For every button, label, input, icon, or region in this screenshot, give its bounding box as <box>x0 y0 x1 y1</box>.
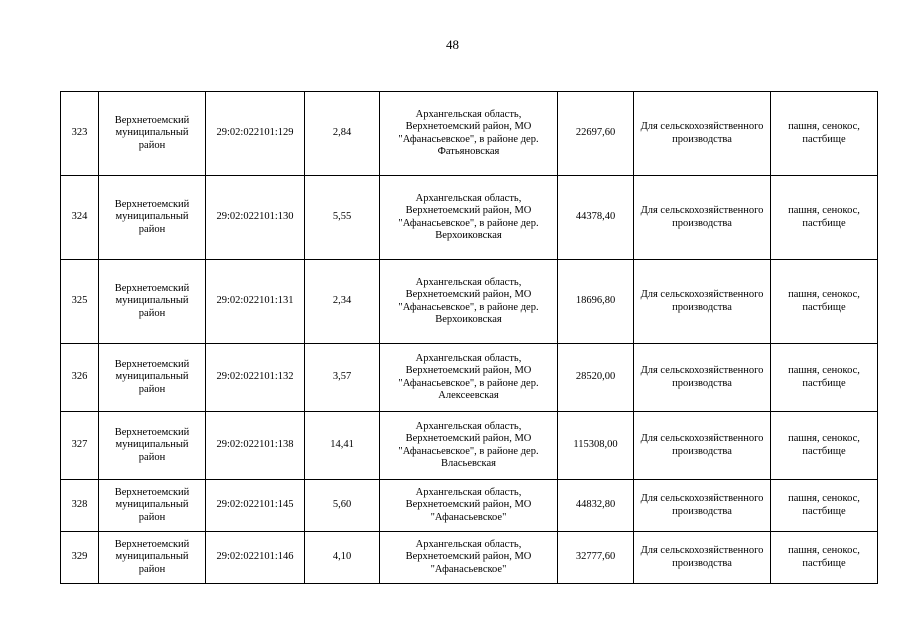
cadastral-number-cell: 29:02:022101:130 <box>206 176 305 260</box>
address-cell: Архангельская область, Верхнетоемский район, МО "Афанасьевское", в районе дер. Верхоиковская <box>380 260 558 344</box>
address-cell: Архангельская область, Верхнетоемский район, МО "Афанасьевское", в районе дер. Власьевская <box>380 412 558 480</box>
district-cell: Верхнетоемский муниципальный район <box>99 412 206 480</box>
cadastral-number-cell: 29:02:022101:146 <box>206 532 305 584</box>
address-cell: Архангельская область, Верхнетоемский район, МО "Афанасьевское", в районе дер. Алексеевская <box>380 344 558 412</box>
table-row <box>61 412 878 480</box>
land-plots-table <box>60 91 878 584</box>
area-cell: 4,10 <box>305 532 380 584</box>
area-cell: 5,55 <box>305 176 380 260</box>
cadastral-value-cell: 18696,80 <box>558 260 634 344</box>
purpose-cell: Для сельскохозяйственного производства <box>634 260 771 344</box>
purpose-cell: Для сельскохозяйственного производства <box>634 176 771 260</box>
cadastral-value-cell: 115308,00 <box>558 412 634 480</box>
land-use-cell: пашня, сенокос, пастбище <box>771 344 878 412</box>
purpose-cell: Для сельскохозяйственного производства <box>634 480 771 532</box>
land-use-cell: пашня, сенокос, пастбище <box>771 176 878 260</box>
district-cell: Верхнетоемский муниципальный район <box>99 532 206 584</box>
district-cell: Верхнетоемский муниципальный район <box>99 92 206 176</box>
page-number: 48 <box>446 37 459 52</box>
cadastral-number-cell: 29:02:022101:132 <box>206 344 305 412</box>
row-number: 326 <box>61 344 99 412</box>
area-cell: 3,57 <box>305 344 380 412</box>
area-cell: 14,41 <box>305 412 380 480</box>
area-cell: 2,84 <box>305 92 380 176</box>
address-cell: Архангельская область, Верхнетоемский район, МО "Афанасьевское", в районе дер. Фатьяновская <box>380 92 558 176</box>
area-cell: 2,34 <box>305 260 380 344</box>
land-use-cell: пашня, сенокос, пастбище <box>771 480 878 532</box>
table-row <box>61 344 878 412</box>
cadastral-value-cell: 44378,40 <box>558 176 634 260</box>
cadastral-value-cell: 44832,80 <box>558 480 634 532</box>
cadastral-number-cell: 29:02:022101:145 <box>206 480 305 532</box>
table-row <box>61 176 878 260</box>
row-number: 325 <box>61 260 99 344</box>
purpose-cell: Для сельскохозяйственного производства <box>634 412 771 480</box>
district-cell: Верхнетоемский муниципальный район <box>99 480 206 532</box>
cadastral-number-cell: 29:02:022101:131 <box>206 260 305 344</box>
cadastral-value-cell: 32777,60 <box>558 532 634 584</box>
land-use-cell: пашня, сенокос, пастбище <box>771 412 878 480</box>
land-use-cell: пашня, сенокос, пастбище <box>771 260 878 344</box>
address-cell: Архангельская область, Верхнетоемский район, МО "Афанасьевское" <box>380 532 558 584</box>
district-cell: Верхнетоемский муниципальный район <box>99 344 206 412</box>
row-number: 323 <box>61 92 99 176</box>
table-row <box>61 532 878 584</box>
district-cell: Верхнетоемский муниципальный район <box>99 260 206 344</box>
cadastral-value-cell: 28520,00 <box>558 344 634 412</box>
address-cell: Архангельская область, Верхнетоемский район, МО "Афанасьевское" <box>380 480 558 532</box>
row-number: 324 <box>61 176 99 260</box>
land-use-cell: пашня, сенокос, пастбище <box>771 532 878 584</box>
cadastral-number-cell: 29:02:022101:129 <box>206 92 305 176</box>
land-use-cell: пашня, сенокос, пастбище <box>771 92 878 176</box>
purpose-cell: Для сельскохозяйственного производства <box>634 532 771 584</box>
purpose-cell: Для сельскохозяйственного производства <box>634 92 771 176</box>
table-row <box>61 260 878 344</box>
purpose-cell: Для сельскохозяйственного производства <box>634 344 771 412</box>
table-row <box>61 92 878 176</box>
address-cell: Архангельская область, Верхнетоемский район, МО "Афанасьевское", в районе дер. Верхоиковская <box>380 176 558 260</box>
row-number: 328 <box>61 480 99 532</box>
cadastral-number-cell: 29:02:022101:138 <box>206 412 305 480</box>
cadastral-value-cell: 22697,60 <box>558 92 634 176</box>
table-row <box>61 480 878 532</box>
district-cell: Верхнетоемский муниципальный район <box>99 176 206 260</box>
row-number: 327 <box>61 412 99 480</box>
area-cell: 5,60 <box>305 480 380 532</box>
row-number: 329 <box>61 532 99 584</box>
